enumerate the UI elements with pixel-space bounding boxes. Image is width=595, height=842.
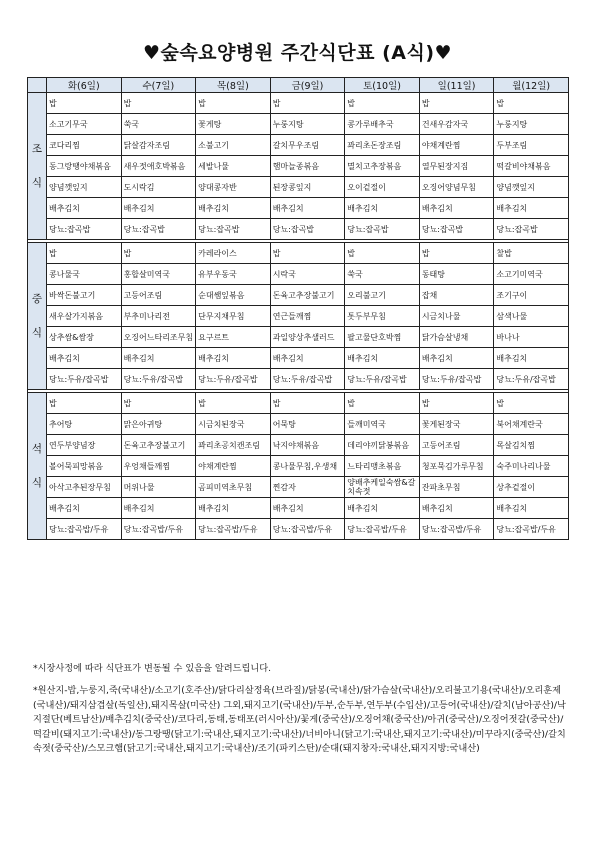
menu-cell: 곰피미역초무침	[196, 477, 271, 498]
menu-cell: 찐감자	[270, 477, 345, 498]
menu-row	[28, 348, 569, 369]
menu-cell: 야채계란찜	[196, 456, 271, 477]
menu-cell: 야채계란찜	[419, 135, 494, 156]
menu-cell: 잔파초무침	[419, 477, 494, 498]
menu-cell: 꽃게탕	[196, 114, 271, 135]
menu-cell: 배추김치	[196, 198, 271, 219]
menu-cell: 배추김치	[47, 498, 122, 519]
menu-cell: 과일양상추샐러드	[270, 327, 345, 348]
menu-cell: 찰밥	[494, 243, 569, 264]
menu-cell: 밥	[345, 93, 420, 114]
menu-cell: 상추겉절이	[494, 477, 569, 498]
day-header: 수(7일)	[121, 78, 196, 93]
menu-row	[28, 156, 569, 177]
menu-cell: 꽈리초공치캔조림	[196, 435, 271, 456]
menu-cell: 밥	[270, 393, 345, 414]
menu-cell: 배추김치	[121, 198, 196, 219]
menu-cell: 톳두부무침	[345, 306, 420, 327]
menu-cell: 닭가슴살냉채	[419, 327, 494, 348]
menu-cell: 당뇨:두유/잡곡밥	[270, 369, 345, 390]
menu-row	[28, 219, 569, 240]
menu-cell: 당뇨:잡곡밥/두유	[270, 519, 345, 540]
menu-cell: 당뇨:잡곡밥/두유	[419, 519, 494, 540]
menu-row	[28, 177, 569, 198]
menu-body	[28, 93, 569, 540]
menu-cell: 들깨미역국	[345, 414, 420, 435]
menu-row	[28, 369, 569, 390]
menu-cell: 세발나물	[196, 156, 271, 177]
menu-cell: 콩나물국	[47, 264, 122, 285]
menu-cell: 배추김치	[270, 348, 345, 369]
menu-row	[28, 327, 569, 348]
menu-cell: 추어탕	[47, 414, 122, 435]
menu-row	[28, 435, 569, 456]
menu-cell: 맑은아귀탕	[121, 414, 196, 435]
menu-cell: 당뇨:두유/잡곡밥	[47, 369, 122, 390]
menu-cell: 상추쌈&쌈장	[47, 327, 122, 348]
menu-cell: 된장콩잎지	[270, 177, 345, 198]
menu-cell: 시금치된장국	[196, 414, 271, 435]
menu-cell: 두부조림	[494, 135, 569, 156]
menu-cell: 부추미나리전	[121, 306, 196, 327]
menu-cell: 오리불고기	[345, 285, 420, 306]
menu-cell: 삼색나물	[494, 306, 569, 327]
menu-row	[28, 135, 569, 156]
corner-cell	[28, 78, 47, 93]
menu-cell: 아삭고추된장무침	[47, 477, 122, 498]
menu-cell: 돈육고추장불고기	[121, 435, 196, 456]
menu-cell: 건새우감자국	[419, 114, 494, 135]
menu-cell: 당뇨:잡곡밥	[47, 219, 122, 240]
day-header: 월(12일)	[494, 78, 569, 93]
menu-cell: 당뇨:잡곡밥	[196, 219, 271, 240]
menu-cell: 당뇨:잡곡밥	[121, 219, 196, 240]
menu-cell: 배추김치	[494, 348, 569, 369]
menu-cell: 단무지채무침	[196, 306, 271, 327]
menu-cell: 쑥국	[121, 114, 196, 135]
menu-cell: 누룽지탕	[270, 114, 345, 135]
meal-label: 조 식	[28, 93, 47, 240]
menu-cell: 갈치무우조림	[270, 135, 345, 156]
menu-cell: 당뇨:잡곡밥/두유	[121, 519, 196, 540]
menu-cell: 카레라이스	[196, 243, 271, 264]
menu-cell: 콩가루배추국	[345, 114, 420, 135]
menu-cell: 밥	[196, 393, 271, 414]
menu-cell: 새우젓애호박볶음	[121, 156, 196, 177]
menu-cell: 오징어양념무침	[419, 177, 494, 198]
menu-cell: 배추김치	[419, 498, 494, 519]
menu-cell: 조기구이	[494, 285, 569, 306]
menu-cell: 당뇨:잡곡밥	[345, 219, 420, 240]
menu-cell: 밥	[270, 93, 345, 114]
menu-cell: 밥	[121, 243, 196, 264]
menu-cell: 밥	[345, 243, 420, 264]
menu-cell: 밥	[419, 243, 494, 264]
menu-cell: 요구르트	[196, 327, 271, 348]
menu-cell: 양념깻잎지	[47, 177, 122, 198]
menu-cell: 당뇨:잡곡밥/두유	[196, 519, 271, 540]
menu-cell: 배추김치	[121, 498, 196, 519]
menu-cell: 밥	[345, 393, 420, 414]
menu-cell: 배추김치	[345, 198, 420, 219]
menu-cell: 고등어조림	[419, 435, 494, 456]
menu-cell: 꽈리초돈장조림	[345, 135, 420, 156]
menu-cell: 바나나	[494, 327, 569, 348]
menu-cell: 양배추케일숙쌈&갈치속젓	[345, 477, 420, 498]
menu-cell: 밥	[47, 93, 122, 114]
menu-cell: 당뇨:잡곡밥	[419, 219, 494, 240]
menu-row	[28, 414, 569, 435]
menu-cell: 동그랑땡야채볶음	[47, 156, 122, 177]
menu-cell: 당뇨:잡곡밥/두유	[494, 519, 569, 540]
menu-cell: 청포묵김가루무침	[419, 456, 494, 477]
menu-cell: 바싹돈불고기	[47, 285, 122, 306]
menu-cell: 시락국	[270, 264, 345, 285]
menu-cell: 양념깻잎지	[494, 177, 569, 198]
menu-row	[28, 393, 569, 414]
menu-cell: 당뇨:잡곡밥	[270, 219, 345, 240]
menu-row	[28, 243, 569, 264]
menu-cell: 동태탕	[419, 264, 494, 285]
menu-cell: 당뇨:두유/잡곡밥	[494, 369, 569, 390]
menu-cell: 당뇨:두유/잡곡밥	[345, 369, 420, 390]
menu-cell: 밥	[419, 393, 494, 414]
menu-cell: 배추김치	[494, 498, 569, 519]
menu-cell: 배추김치	[196, 348, 271, 369]
page-title: ♥숲속요양병원 주간식단표 (A식)♥	[142, 42, 453, 64]
menu-row	[28, 114, 569, 135]
menu-cell: 배추김치	[494, 198, 569, 219]
menu-row	[28, 456, 569, 477]
menu-cell: 숙주미나리나물	[494, 456, 569, 477]
menu-cell: 밥	[494, 393, 569, 414]
menu-cell: 유부우동국	[196, 264, 271, 285]
menu-cell: 홍합살미역국	[121, 264, 196, 285]
menu-cell: 볼어묵피망볶음	[47, 456, 122, 477]
menu-cell: 머위나물	[121, 477, 196, 498]
menu-cell: 연근들깨찜	[270, 306, 345, 327]
menu-cell: 목살김치찜	[494, 435, 569, 456]
menu-cell: 당뇨:잡곡밥/두유	[47, 519, 122, 540]
menu-cell: 콩나물무침,우생채	[270, 456, 345, 477]
menu-cell: 배추김치	[419, 348, 494, 369]
menu-cell: 잡채	[419, 285, 494, 306]
menu-cell: 밥	[270, 243, 345, 264]
menu-row	[28, 477, 569, 498]
menu-cell: 꽃게된장국	[419, 414, 494, 435]
menu-cell: 밥	[494, 93, 569, 114]
day-header: 화(6일)	[47, 78, 122, 93]
menu-cell: 당뇨:잡곡밥/두유	[345, 519, 420, 540]
menu-row	[28, 198, 569, 219]
menu-cell: 햄마늘종볶음	[270, 156, 345, 177]
menu-cell: 느타리맹초볶음	[345, 456, 420, 477]
menu-cell: 밥	[47, 243, 122, 264]
menu-cell: 떡갈비야채볶음	[494, 156, 569, 177]
menu-cell: 닭살감자조림	[121, 135, 196, 156]
menu-cell: 밥	[196, 93, 271, 114]
menu-cell: 배추김치	[270, 198, 345, 219]
menu-cell: 데리야끼닭봉볶음	[345, 435, 420, 456]
menu-cell: 낙지야채볶음	[270, 435, 345, 456]
menu-cell: 배추김치	[270, 498, 345, 519]
menu-cell: 소불고기	[196, 135, 271, 156]
menu-row	[28, 519, 569, 540]
day-header: 목(8일)	[196, 78, 271, 93]
notice-text: *시장사정에 따라 식단표가 변동될 수 있음을 알려드립니다.	[33, 663, 272, 674]
menu-cell: 북어채계란국	[494, 414, 569, 435]
menu-cell: 밥	[47, 393, 122, 414]
menu-cell: 밥	[121, 93, 196, 114]
menu-cell: 소고기미역국	[494, 264, 569, 285]
menu-cell: 새우살가지볶음	[47, 306, 122, 327]
day-header-row	[28, 78, 569, 93]
menu-cell: 쑥국	[345, 264, 420, 285]
menu-cell: 배추김치	[345, 498, 420, 519]
menu-cell: 열무된장지짐	[419, 156, 494, 177]
menu-row	[28, 285, 569, 306]
menu-row	[28, 264, 569, 285]
menu-cell: 당뇨:두유/잡곡밥	[419, 369, 494, 390]
menu-cell: 배추김치	[419, 198, 494, 219]
origin-info-text: *원산지-밥,누룽지,죽(국내산)/소고기(호주산)/닭다리살정육(브라질)/닭봉(국내산)/닭가슴살(국내산)/오리불고기용(국내산)/오리훈제(국내산)/돼지삼겹살(독일산),돼지목살(미국산) 그외,돼지고기(국내산)/두부,순두부,연두부(수입산)/고등어(국내산)/갈치(남아공산)/낙지절단(베트남산)/배추김치(중국산)/코다리,동태,동태포(러시아산)/꽃게(중국산)/오징어채(중국산)/아귀(중국산)/오징어젓갈(중국산)/떡갈비(돼지고기:국내산)/동그랑땡(닭고기:국내산,돼지고기:국내산)/너비아니(닭고기:국내산,돼지고기:국내산)/미꾸라지(중국산)/갈치속젓(중국산)/스모크햄(닭고기:국내산,돼지고기:국내산)/조기(파키스탄)/순대(돼지창자:국내산,돼지지방:국내산)	[33, 685, 566, 755]
menu-cell: 당뇨:잡곡밥	[494, 219, 569, 240]
menu-cell: 멸치고추장볶음	[345, 156, 420, 177]
day-header: 금(9일)	[270, 78, 345, 93]
menu-cell: 오이겉절이	[345, 177, 420, 198]
menu-cell: 배추김치	[345, 348, 420, 369]
menu-cell: 밥	[121, 393, 196, 414]
day-header: 토(10일)	[345, 78, 420, 93]
menu-cell: 소고기무국	[47, 114, 122, 135]
meal-label: 석 식	[28, 393, 47, 540]
menu-cell: 양대콩자반	[196, 177, 271, 198]
menu-cell: 돈육고추장불고기	[270, 285, 345, 306]
menu-cell: 우엉채들깨찜	[121, 456, 196, 477]
weekly-menu-table	[27, 77, 569, 540]
menu-cell: 당뇨:두유/잡곡밥	[121, 369, 196, 390]
menu-cell: 코다리찜	[47, 135, 122, 156]
menu-row	[28, 498, 569, 519]
menu-cell: 배추김치	[121, 348, 196, 369]
menu-cell: 배추김치	[196, 498, 271, 519]
menu-row	[28, 93, 569, 114]
menu-cell: 누룽지탕	[494, 114, 569, 135]
meal-label: 중 식	[28, 243, 47, 390]
menu-row	[28, 306, 569, 327]
menu-cell: 연두부양념장	[47, 435, 122, 456]
menu-cell: 당뇨:두유/잡곡밥	[196, 369, 271, 390]
menu-cell: 순대쌤잎볶음	[196, 285, 271, 306]
menu-cell: 고등어조림	[121, 285, 196, 306]
menu-cell: 밥	[419, 93, 494, 114]
menu-cell: 배추김치	[47, 348, 122, 369]
menu-cell: 배추김치	[47, 198, 122, 219]
menu-cell: 시금치나물	[419, 306, 494, 327]
day-header: 일(11일)	[419, 78, 494, 93]
menu-cell: 어묵탕	[270, 414, 345, 435]
menu-cell: 팔고물단호박찜	[345, 327, 420, 348]
menu-cell: 도시락김	[121, 177, 196, 198]
menu-cell: 오징어느타리조무침	[121, 327, 196, 348]
